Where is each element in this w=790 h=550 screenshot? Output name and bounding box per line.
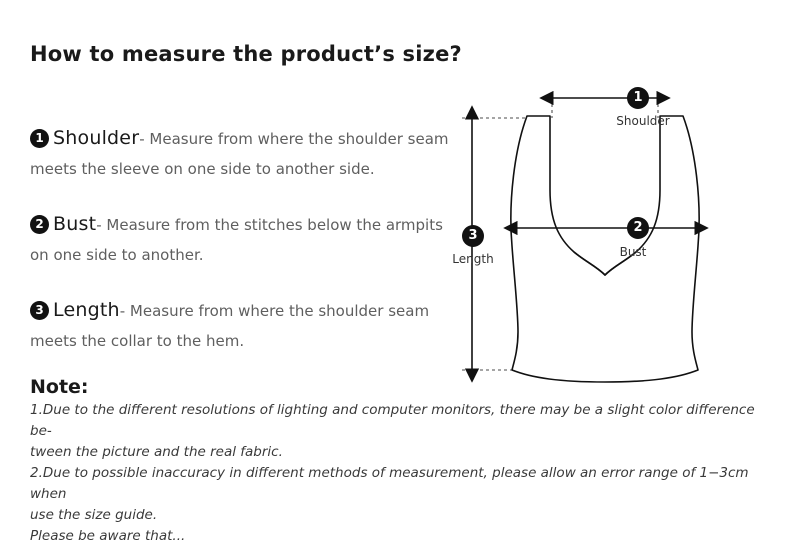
diagram-label-length: Length <box>452 252 494 266</box>
step-name-shoulder: Shoulder <box>53 127 140 149</box>
step-name-length: Length <box>53 299 120 321</box>
note-line: use the size guide. <box>30 507 158 523</box>
diagram-label-bust: Bust <box>619 245 647 259</box>
step-badge-3: 3 <box>30 301 49 320</box>
note-line: 1.Due to the different resolutions of lighting and computer monitors, there may be a slight color difference be- <box>30 402 755 439</box>
garment-diagram <box>440 70 770 390</box>
page-title: How to measure the product’s size? <box>30 42 462 66</box>
note-body <box>30 400 765 547</box>
step-text-length: - Measure from where the shoulder seam meets the collar to the hem. <box>30 302 430 350</box>
step-text-bust: - Measure from the stitches below the armpits on one side to another. <box>30 216 443 264</box>
step-name-bust: Bust <box>53 213 97 235</box>
measurement-steps <box>30 124 450 382</box>
diagram-badge-length: 3 <box>462 225 484 247</box>
note-line: 2.Due to possible inaccuracy in different methods of measurement, please allow an error range of 1−3cm when <box>30 465 749 502</box>
list-item <box>30 210 450 270</box>
step-text-shoulder: - Measure from where the shoulder seam meets the sleeve on one side to another side. <box>30 130 449 178</box>
note-line: Please be aware that... <box>30 528 186 544</box>
step-badge-1: 1 <box>30 129 49 148</box>
step-badge-2: 2 <box>30 215 49 234</box>
diagram-badge-shoulder: 1 <box>627 87 649 109</box>
note-heading: Note: <box>30 376 89 398</box>
list-item <box>30 296 450 356</box>
note-line: tween the picture and the real fabric. <box>30 444 283 460</box>
diagram-label-shoulder: Shoulder <box>616 114 670 128</box>
list-item <box>30 124 450 184</box>
diagram-badge-bust: 2 <box>627 217 649 239</box>
